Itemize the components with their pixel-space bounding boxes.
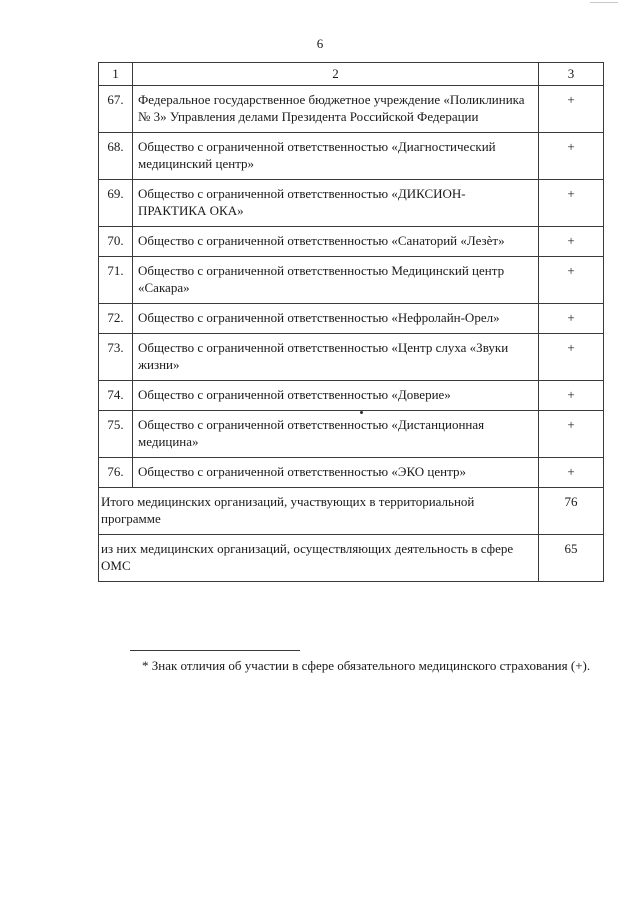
organizations-table [98,62,604,582]
totals-value: 76 [539,488,604,535]
row-number: 72. [99,304,133,334]
table-row [99,334,604,381]
table-row [99,257,604,304]
row-number: 71. [99,257,133,304]
row-number: 69. [99,180,133,227]
row-number: 70. [99,227,133,257]
page-number: 6 [316,36,324,51]
oms-participation-mark: + [539,133,604,180]
oms-participation-mark: + [539,411,604,458]
table-row [99,180,604,227]
oms-participation-mark: + [539,227,604,257]
table-row [99,458,604,488]
header-col-1: 1 [99,63,133,86]
organization-name: Общество с ограниченной ответственностью «Санаторий «Лезѐт» [133,227,539,257]
footnote-divider [130,650,300,651]
organization-name: Общество с ограниченной ответственностью Медицинский центр «Сакара» [133,257,539,304]
organization-name: Общество с ограниченной ответственностью «Центр слуха «Звуки жизни» [133,334,539,381]
oms-participation-mark: + [539,86,604,133]
row-number: 73. [99,334,133,381]
totals-label: Итого медицинских организаций, участвующих в территориальной программе [99,488,539,535]
totals-value: 65 [539,535,604,582]
oms-participation-mark: + [539,381,604,411]
totals-row [99,488,604,535]
organization-name: Общество с ограниченной ответственностью «ЭКО центр» [133,458,539,488]
totals-row [99,535,604,582]
table-header-row [99,63,604,86]
row-number: 76. [99,458,133,488]
table-row [99,133,604,180]
totals-label: из них медицинских организаций, осуществляющих деятельность в сфере ОМС [99,535,539,582]
oms-participation-mark: + [539,304,604,334]
row-number: 67. [99,86,133,133]
oms-participation-mark: + [539,458,604,488]
organization-name: Общество с ограниченной ответственностью «Диагностический медицинский центр» [133,133,539,180]
oms-participation-mark: + [539,180,604,227]
table-row [99,304,604,334]
table-row [99,86,604,133]
organization-name: Федеральное государственное бюджетное учреждение «Поликлиника № 3» Управления делами Президента Российской Федерации [133,86,539,133]
row-number: 74. [99,381,133,411]
table-row [99,227,604,257]
scan-corner-mark [590,0,618,3]
scan-speck [360,411,363,414]
header-col-3: 3 [539,63,604,86]
row-number: 75. [99,411,133,458]
table-row [99,381,604,411]
organization-name: Общество с ограниченной ответственностью «Дистанционная медицина» [133,411,539,458]
oms-participation-mark: + [539,257,604,304]
organization-name: Общество с ограниченной ответственностью «Нефролайн-Орел» [133,304,539,334]
row-number: 68. [99,133,133,180]
header-col-2: 2 [133,63,539,86]
table-row [99,411,604,458]
organization-name: Общество с ограниченной ответственностью «ДИКСИОН-ПРАКТИКА ОКА» [133,180,539,227]
oms-participation-mark: + [539,334,604,381]
organization-name: Общество с ограниченной ответственностью «Доверие» [133,381,539,411]
footnote: * Знак отличия об участии в сфере обязательного медицинского страхования (+). [142,658,591,673]
